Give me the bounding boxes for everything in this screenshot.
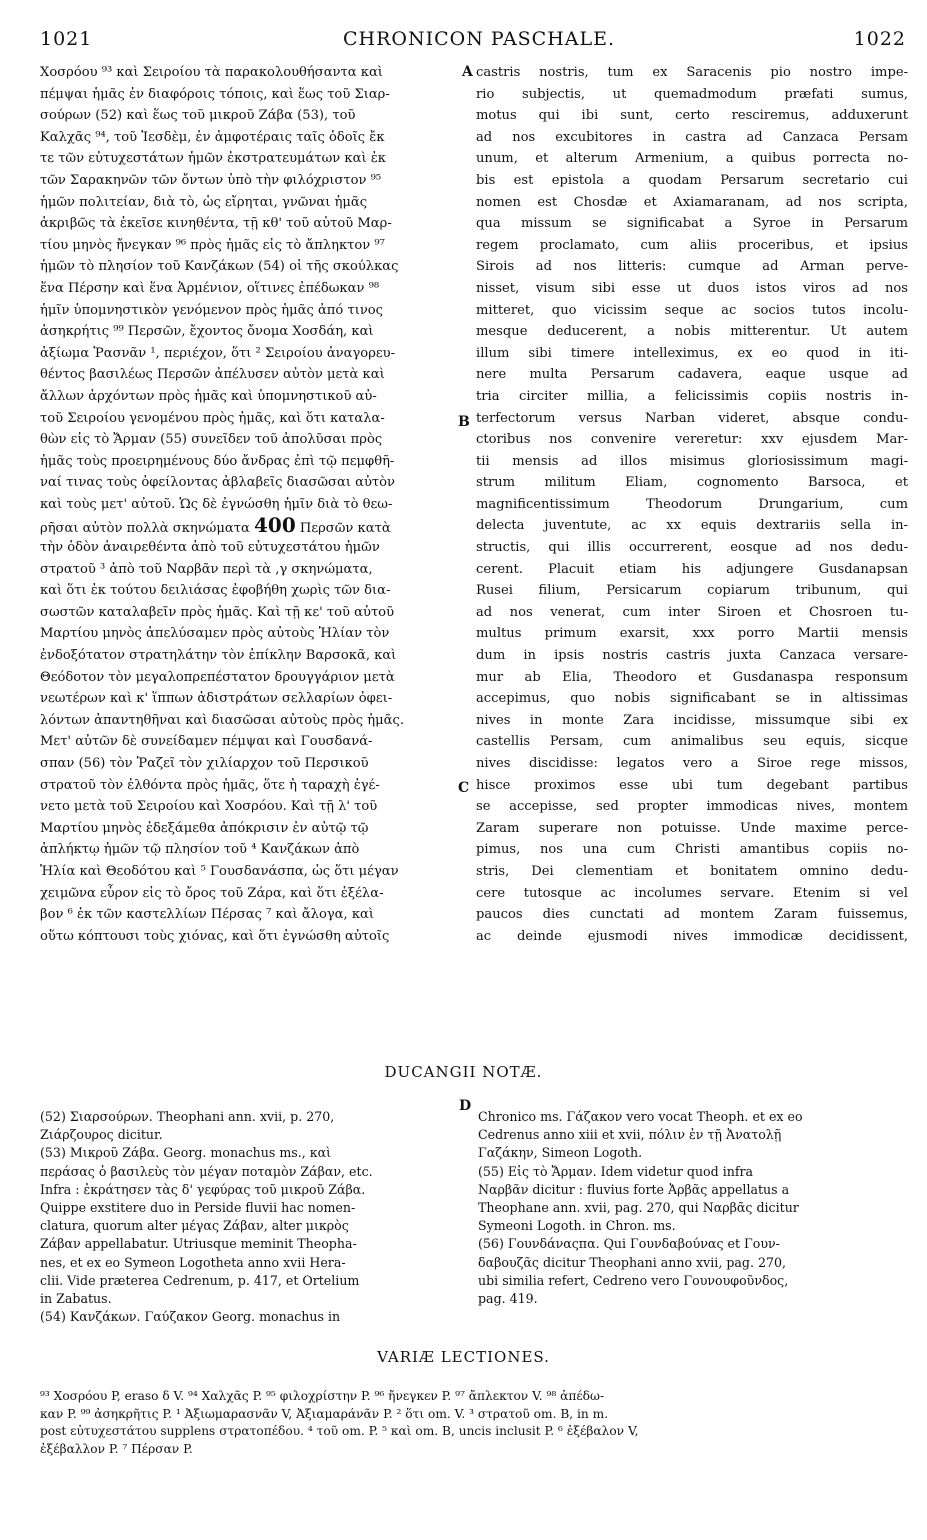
greek-line: Θεόδοτον τὸν μεγαλοπρεπέστατον δρουγγάριον μετὰ: [40, 669, 395, 685]
latin-line: ad nos venerat, cum inter Siroen et Chosroen tu-: [476, 604, 908, 620]
latin-line: regem proclamato, cum aliis proceribus, et ipsius: [476, 237, 908, 253]
greek-line: σούρων (52) καὶ ἕως τοῦ μικροῦ Ζάβα (53), τοῦ: [40, 108, 356, 124]
latin-line: accepimus, quo nobis significabant se in altissimas: [476, 691, 908, 707]
text-line-part: ρῆσαι αὐτὸν πολλὰ σκηνώματα: [40, 521, 250, 537]
latin-line: qua missum se significabat a Syroe in Persarum: [476, 216, 908, 232]
latin-line: pimus, nos una cum Christi amantibus copiis no-: [476, 842, 908, 858]
latin-line: illum sibi timere intelleximus, ex eo quod in iti-: [476, 345, 908, 361]
latin-line: nives in monte Zara incidisse, missumque sibi ex: [476, 712, 908, 728]
variae-lectiones: [40, 1388, 906, 1458]
note-line: Quippe exstitere duo in Perside fluvii hac nomen-: [40, 1199, 356, 1215]
greek-line: πέμψαι ἡμᾶς ἐν διαφόροις τόποις, καὶ ἕως τοῦ Σιαρ-: [40, 86, 390, 102]
latin-line: ctoribus nos convenire vereretur: xxv ejusdem Mar-: [476, 432, 908, 448]
greek-line: στρατοῦ ³ ἀπὸ τοῦ Ναρβᾶν περὶ τὰ ,γ σκηνώματα,: [40, 561, 373, 577]
latin-line: nisset, visum sibi esse ut duos istos viros ad nos: [476, 280, 908, 296]
latin-line: mesque deducerent, a nobis mitterentur. Ut autem: [476, 324, 908, 340]
greek-line: ἄλλων ἀρχόντων πρὸς ἡμᾶς καὶ ὑπομνηστικοῦ αὐ-: [40, 388, 377, 404]
section-marker-c: C: [458, 780, 470, 796]
note-line: in Zabatus.: [40, 1290, 112, 1306]
greek-line: ἡμᾶς τοὺς προειρημένους δύο ἄνδρας ἐπὶ τῷ πεμφθῆ-: [40, 453, 395, 469]
note-line: Infra : ἐκράτησεν τὰς δ' γεφύρας τοῦ μικροῦ Ζάβα.: [40, 1181, 366, 1197]
note-line: Ναρβᾶν dicitur : fluvius forte Ἀρβᾶς appellatus a: [478, 1181, 790, 1197]
variant-line: post εὐτυχεστάτου supplens στρατοπέδου. ⁴ τοῦ om. P. ⁵ καὶ om. B, uncis inclusit P. ⁶ ἐξέβαλον V,: [40, 1424, 639, 1438]
latin-line: nives discidisse: legatos vero a Siroe rege missos,: [476, 756, 908, 771]
note-line: ubi similia refert, Cedreno vero Γουνουφοῦνδος,: [478, 1272, 789, 1288]
latin-line: unum, et alterum Armenium, a quibus porrecta no-: [476, 151, 908, 167]
note-line: Chronico ms. Γάζακον vero vocat Theoph. et ex eo: [478, 1109, 803, 1124]
latin-line: nere multa Persarum cadavera, eaque usque ad: [476, 367, 908, 383]
latin-line: strum militum Eliam, cognomento Barsoca, et: [476, 475, 908, 491]
latin-line: ac deinde ejusmodi nives immodicæ decidissent,: [476, 928, 908, 944]
latin-line: Rusei filium, Persicarum copiarum tribunum, qui: [476, 583, 908, 599]
note-line: (54) Κανζάκων. Γαύζακον Georg. monachus in: [40, 1309, 341, 1325]
greek-line: τὴν ὁδὸν ἀναιρεθέντα ἀπὸ τοῦ εὐτυχεστάτου ἡμῶν: [40, 540, 380, 556]
marginal-page-number: 400: [253, 515, 296, 538]
page-number-right: 1022: [853, 28, 906, 50]
greek-line: [40, 515, 460, 537]
note-line: (52) Σιαρσούρων. Theophani ann. xvii, p. 270,: [40, 1109, 335, 1124]
greek-line: τίου μηνὸς ἤνεγκαν ⁹⁶ πρὸς ἡμᾶς εἰς τὸ ἄπληκτον ⁹⁷: [40, 237, 385, 253]
greek-line: λόντων ἀπαντηθῆναι καὶ διασῶσαι αὐτοὺς πρὸς ἡμᾶς.: [40, 712, 404, 728]
greek-line: ναί τινας τοὺς ὀφείλοντας ἀβλαβεῖς διασῶσαι αὐτὸν: [40, 475, 396, 491]
note-line: Symeoni Logoth. in Chron. ms.: [478, 1218, 676, 1234]
note-line: (55) Εἰς τὸ Ἄρμαν. Idem videtur quod infra: [478, 1163, 754, 1179]
notes-left-column: [40, 1108, 455, 1326]
page-number-left: 1021: [40, 28, 93, 50]
note-line: clii. Vide præterea Cedrenum, p. 417, et Ortelium: [40, 1272, 360, 1288]
latin-line: cerent. Placuit etiam his adjungere Gusdanapsan: [476, 561, 908, 577]
text-line-tail: Περσῶν κατὰ: [299, 521, 391, 537]
note-line: περάσας ὁ βασιλεὺς τὸν μέγαν ποταμὸν Ζάβαν, etc.: [40, 1163, 373, 1179]
greek-line: ἀσηκρήτις ⁹⁹ Περσῶν, ἔχοντος ὄνομα Χοσδάη, καὶ: [40, 324, 374, 340]
greek-line: καὶ ὅτι ἐκ τούτου δειλιάσας ἐφοβήθη χωρὶς τῶν δια-: [40, 583, 391, 599]
note-line: Theophane ann. xvii, pag. 270, qui Ναρβᾶς dicitur: [478, 1199, 799, 1215]
section-marker-a: A: [462, 64, 473, 80]
latin-line: se accepisse, sed propter immodicas nives, montem: [476, 799, 908, 815]
note-line: pag. 419.: [478, 1290, 538, 1306]
latin-line: paucos dies cunctati ad montem Zaram fuissemus,: [476, 907, 908, 923]
note-line: clatura, quorum alter μέγας Ζάβαν, alter μικρὸς: [40, 1218, 349, 1234]
greek-line: νετο μετὰ τοῦ Σειροίου καὶ Χοσρόου. Καὶ τῇ λ' τοῦ: [40, 799, 378, 815]
greek-line: ἐνδοξότατον στρατηλάτην τὸν ἐπίκλην Βαρσοκᾶ, καὶ: [40, 648, 397, 664]
greek-line: ἡμῶν πολιτείαν, διὰ τὸ, ὡς εἴρηται, γνῶναι ἡμᾶς: [40, 194, 368, 210]
variae-heading: VARIÆ LECTIONES.: [377, 1348, 550, 1366]
running-header: [40, 28, 906, 54]
latin-line: cere tutosque ac incolumes servare. Etenim si vel: [476, 885, 908, 901]
latin-line: Sirois ad nos litteris: cumque ad Arman perve-: [476, 259, 908, 275]
greek-line: σωστῶν καταλαβεῖν πρὸς ἡμᾶς. Καὶ τῇ κε' τοῦ αὐτοῦ: [40, 604, 395, 620]
greek-line: θὼν εἰς τὸ Ἄρμαν (55) συνεῖδεν τοῦ ἀπολῦσαι πρὸς: [40, 432, 383, 448]
latin-line: multus primum exarsit, xxx porro Martii mensis: [476, 626, 908, 642]
latin-line: mur ab Elia, Theodoro et Gusdanaspa responsum: [476, 669, 908, 685]
greek-line: Μαρτίου μηνὸς ἀπελύσαμεν πρὸς αὐτοὺς Ἠλίαν τὸν: [40, 626, 390, 642]
latin-line: hisce proximos esse ubi tum degebant partibus: [476, 777, 908, 793]
greek-line: ἀπλήκτῳ ἡμῶν τῷ πλησίον τοῦ ⁴ Κανζάκων ἀπὸ: [40, 842, 360, 858]
greek-line: στρατοῦ τὸν ἐλθόντα πρὸς ἡμᾶς, ὅτε ἡ ταραχὴ ἐγέ-: [40, 777, 380, 793]
latin-line: rio subjectis, ut quemadmodum præfati sumus,: [476, 86, 908, 102]
greek-line: ἀξίωμα Ῥασνᾶν ¹, περιέχον, ὅτι ² Σειροίου ἀναγορευ-: [40, 345, 396, 361]
latin-line: structis, qui illis occurrerent, eosque ad nos dedu-: [476, 540, 908, 556]
latin-text-column: [476, 62, 908, 947]
latin-line: terfectorum versus Narban videret, absque condu-: [476, 410, 908, 426]
latin-line: delecta juventute, ac xx equis dextrariis sella in-: [476, 518, 908, 534]
notes-heading: DUCANGII NOTÆ.: [384, 1063, 543, 1081]
note-line: δαβουζᾶς dicitur Theophani anno xvii, pag. 270,: [478, 1254, 786, 1270]
greek-line: ἡμῖν ὑπομνηστικὸν γενόμενον πρὸς ἡμᾶς ἀπό τινος: [40, 302, 384, 318]
latin-line: castellis Persam, cum animalibus seu equis, sicque: [476, 734, 908, 750]
variant-line: καν P. ⁹⁹ ἀσηκρῆτις P. ¹ Ἀξιωμαρασνᾶν V, Ἀξιαμαράνᾶν P. ² ὅτι om. V. ³ στρατοῦ om. B, in m.: [40, 1406, 609, 1421]
greek-line: τοῦ Σειροίου γενομένου πρὸς ἡμᾶς, καὶ ὅτι καταλα-: [40, 410, 385, 426]
greek-line: ἡμῶν τὸ πλησίον τοῦ Κανζάκων (54) οἱ τῆς σκούλκας: [40, 259, 399, 275]
latin-line: Zaram superare non potuisse. Unde maxime perce-: [476, 820, 908, 836]
note-line: (56) Γουνδάναςπα. Qui Γουνδαβούνας et Γουν-: [478, 1236, 780, 1252]
note-line: nes, et ex eo Symeon Logotheta anno xvii Hera-: [40, 1254, 346, 1270]
section-marker-b: B: [458, 414, 470, 430]
greek-line: Μετ' αὐτῶν δὲ συνείδαμεν πέμψαι καὶ Γουσδανά-: [40, 734, 373, 750]
greek-line: τῶν Σαρακηνῶν τῶν ὄντων ὑπὸ τὴν φιλόχριστον ⁹⁵: [40, 172, 382, 188]
latin-line: ad nos excubitores in castra ad Canzaca Persam: [476, 129, 908, 145]
note-line: (53) Μικροῦ Ζάβα. Georg. monachus ms., καὶ: [40, 1145, 332, 1161]
variant-line: ἐξέβαλλον P. ⁷ Πέρσαν P.: [40, 1441, 193, 1456]
greek-line: χειμῶνα εὗρον εἰς τὸ ὄρος τοῦ Ζάρα, καὶ ὅτι ἐξέλα-: [40, 885, 384, 901]
note-line: Ζάβαν appellabatur. Utriusque meminit Theopha-: [40, 1236, 357, 1252]
greek-line: Μαρτίου μηνὸς ἐδεξάμεθα ἀπόκρισιν ἐν αὐτῷ τῷ: [40, 820, 369, 836]
latin-line: stris, Dei clementiam et bonitatem omnino dedu-: [476, 863, 908, 879]
notes-right-column: [478, 1108, 908, 1308]
latin-line: nomen est Chosdæ et Axiamaranam, ad nos scripta,: [476, 194, 908, 210]
greek-line: ἕνα Πέρσην καὶ ἕνα Ἀρμένιον, οἵτινες ἐπέδωκαν ⁹⁸: [40, 280, 380, 296]
latin-line: dum in ipsis nostris castris juxta Canzaca versare-: [476, 648, 908, 664]
latin-line: motus qui ibi sunt, certo resciremus, adduxerunt: [476, 108, 908, 124]
greek-line: τε τῶν εὐτυχεστάτων ἡμῶν ἐκστρατευμάτων καὶ ἐκ: [40, 151, 386, 167]
note-line: Cedrenus anno xiii et xvii, πόλιν ἐν τῇ Ἀνατολῇ: [478, 1127, 782, 1143]
greek-line: βον ⁶ ἐκ τῶν καστελλίων Πέρσας ⁷ καὶ ἄλογα, καὶ: [40, 907, 375, 923]
latin-line: tria circiter millia, a felicissimis copiis nostris in-: [476, 388, 908, 404]
greek-line: Ἠλία καὶ Θεοδότου καὶ ⁵ Γουσδανάσπα, ὡς ὅτι μέγαν: [40, 863, 399, 879]
greek-line: σπαν (56) τὸν Ῥαζεῖ τὸν χιλίαρχον τοῦ Περσικοῦ: [40, 756, 369, 771]
running-title: CHRONICON PASCHALE.: [343, 28, 616, 50]
note-line: Ζιάρζουρος dicitur.: [40, 1127, 163, 1143]
latin-line: bis est epistola a quodam Persarum secretario cui: [476, 172, 908, 188]
note-line: Γαζάκην, Simeon Logoth.: [478, 1145, 643, 1161]
section-marker-d: D: [459, 1098, 472, 1114]
latin-line: tii mensis ad illos misimus gloriosissimum magi-: [476, 453, 908, 469]
greek-line: Χοσρόου ⁹³ καὶ Σειροίου τὰ παρακολουθήσαντα καὶ: [40, 65, 383, 80]
latin-line: castris nostris, tum ex Saracenis pio nostro impe-: [476, 65, 908, 80]
greek-line: καὶ τοὺς μετ' αὐτοῦ. Ὡς δὲ ἐγνώσθη ἡμῖν διὰ τὸ θεω-: [40, 496, 393, 512]
variant-line: ⁹³ Χοσρόου P, eraso δ V. ⁹⁴ Χαλχᾶς P. ⁹⁵ φιλοχρίστην P. ⁹⁶ ἤνεγκεν P. ⁹⁷ ἄπλεκτον V. ⁹⁸ ἀπέδω-: [40, 1389, 605, 1403]
latin-line: magnificentissimum Theodorum Drungarium, cum: [476, 496, 908, 512]
greek-line: Καλχᾶς ⁹⁴, τοῦ Ἰεσδὲμ, ἐν ἀμφοτέραις ταῖς ὁδοῖς ἔκ: [40, 129, 385, 145]
greek-line: νεωτέρων καὶ κ' ἵππων ἀδιστράτων σελλαρίων ὀφει-: [40, 691, 393, 707]
greek-text-column: [40, 62, 460, 947]
latin-line: mitteret, quo vicissim seque ac socios tutos incolu-: [476, 302, 908, 318]
greek-line: οὕτω κόπτουσι τοὺς χιόνας, καὶ ὅτι ἐγνώσθη αὐτοῖς: [40, 928, 390, 944]
greek-line: ἀκριβῶς τὰ ἐκεῖσε κινηθέντα, τῇ κθ' τοῦ αὐτοῦ Μαρ-: [40, 216, 392, 232]
greek-line: θέντος βασιλέως Περσῶν ἀπέλυσεν αὐτὸν μετὰ καὶ: [40, 367, 385, 383]
